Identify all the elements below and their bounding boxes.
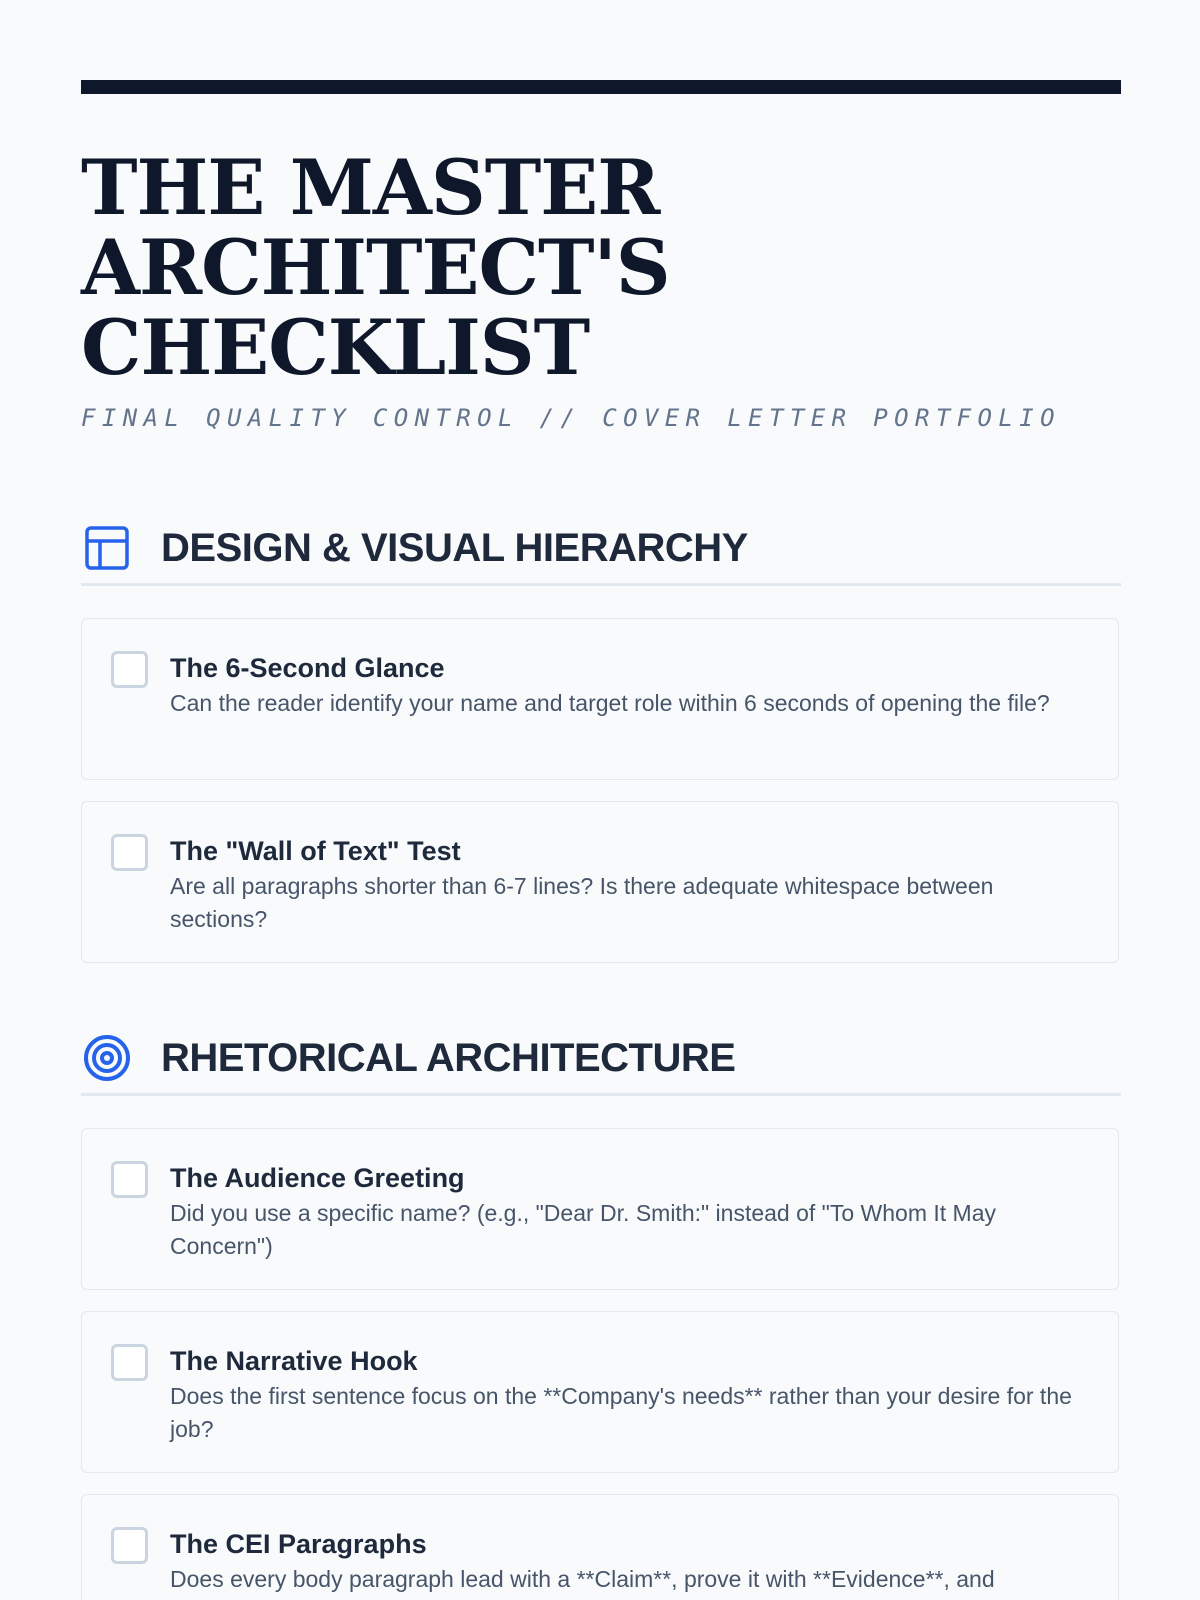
target-icon — [83, 1034, 131, 1082]
item-description: Does the first sentence focus on the **Company's needs** rather than your desire for the job? — [170, 1383, 1072, 1442]
section-title: DESIGN & VISUAL HIERARCHY — [161, 526, 748, 570]
page-title — [81, 143, 1121, 392]
checklist-item — [81, 1494, 1119, 1600]
page-subtitle: FINAL QUALITY CONTROL // COVER LETTER PORTFOLIO — [81, 404, 1061, 432]
item-description: Are all paragraphs shorter than 6-7 lines? Is there adequate whitespace between sections? — [170, 873, 994, 932]
page-title-line: THE MASTER — [81, 143, 660, 232]
item-description: Did you use a specific name? (e.g., "Dear Dr. Smith:" instead of "To Whom It May Concern") — [170, 1200, 996, 1259]
checklist-item — [81, 618, 1119, 780]
section-header-rhetorical — [81, 1021, 1121, 1096]
item-checkbox[interactable] — [111, 1161, 148, 1198]
checklist-item — [81, 1311, 1119, 1473]
item-description: Can the reader identify your name and target role within 6 seconds of opening the file? — [170, 690, 1050, 716]
item-checkbox[interactable] — [111, 834, 148, 871]
checklist-item — [81, 801, 1119, 963]
page-title-line: ARCHITECT'S — [81, 223, 670, 312]
item-title: The Audience Greeting — [170, 1163, 465, 1193]
section-title: RHETORICAL ARCHITECTURE — [161, 1036, 736, 1080]
section-header-design — [81, 511, 1121, 586]
page-title-line: CHECKLIST — [81, 303, 590, 392]
item-checkbox[interactable] — [111, 651, 148, 688]
checklist-page — [81, 0, 1121, 1600]
item-checkbox[interactable] — [111, 1527, 148, 1564]
item-title: The Narrative Hook — [170, 1346, 418, 1376]
item-title: The 6-Second Glance — [170, 653, 445, 683]
top-rule — [81, 80, 1121, 94]
item-title: The "Wall of Text" Test — [170, 836, 461, 866]
checklist-item — [81, 1128, 1119, 1290]
item-title: The CEI Paragraphs — [170, 1529, 427, 1559]
item-checkbox[interactable] — [111, 1344, 148, 1381]
layout-icon — [83, 524, 131, 572]
item-description: Does every body paragraph lead with a **Claim**, prove it with **Evidence**, and — [170, 1566, 995, 1592]
